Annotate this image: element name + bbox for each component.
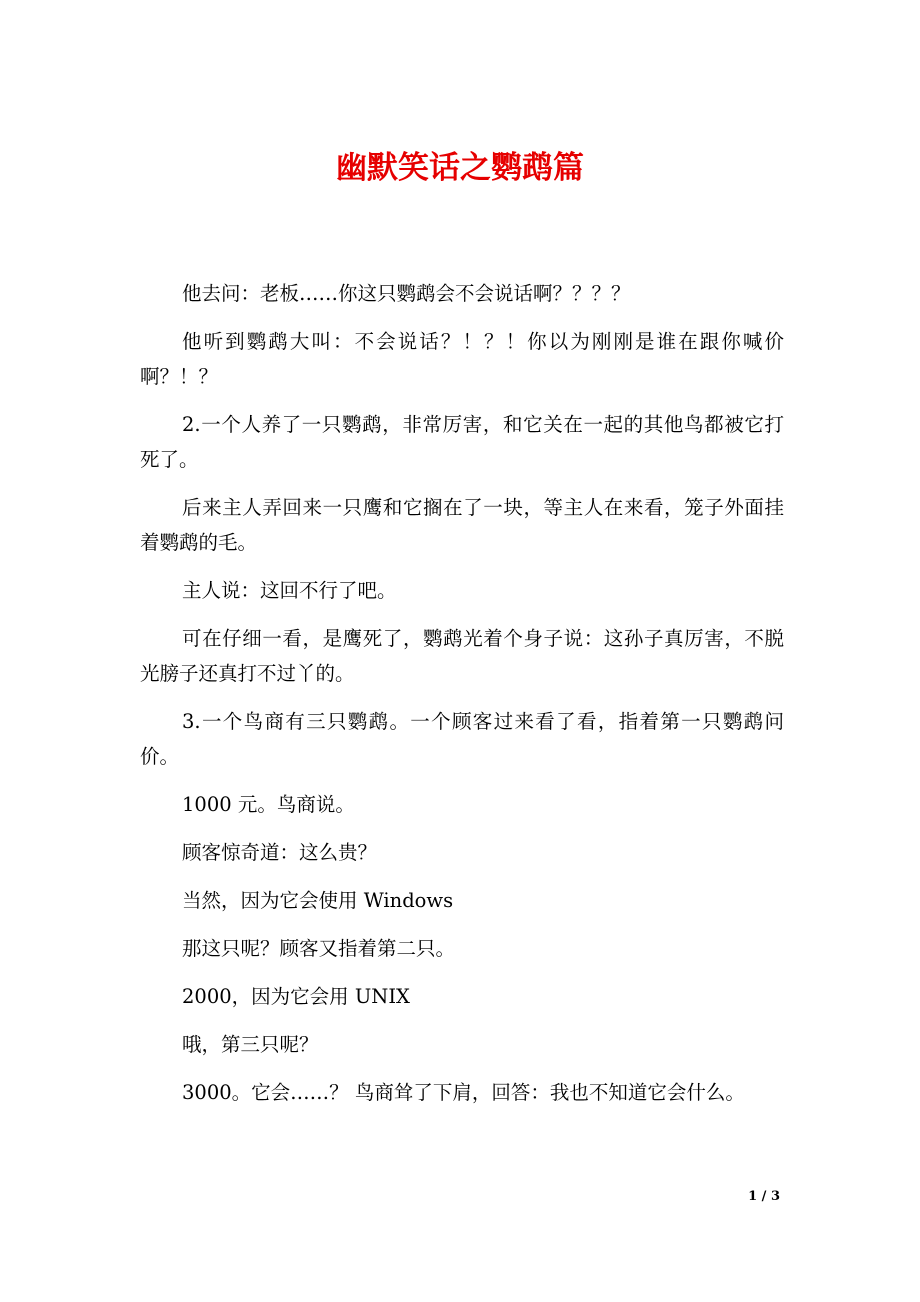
page-number: 1 / 3 — [748, 1189, 780, 1204]
paragraph-6: 可在仔细一看，是鹰死了，鹦鹉光着个身子说：这孙子真厉害，不脱光膀子还真打不过丫的。 — [140, 627, 784, 685]
document-body — [140, 276, 784, 1123]
paragraph-14: 3000。它会……？ 鸟商耸了下肩，回答：我也不知道它会什么。 — [182, 1081, 745, 1104]
paragraph-5: 主人说：这回不行了吧。 — [182, 579, 397, 602]
paragraph-10: 当然，因为它会使用 Windows — [182, 889, 454, 912]
paragraph-9: 顾客惊奇道：这么贵？ — [182, 841, 378, 864]
paragraph-7: 3.一个鸟商有三只鹦鹉。一个顾客过来看了看，指着第一只鹦鹉问价。 — [140, 710, 784, 768]
document-title: 幽默笑话之鹦鹉篇 — [336, 150, 584, 186]
paragraph-8: 1000 元。鸟商说。 — [182, 793, 355, 816]
paragraph-4: 后来主人弄回来一只鹰和它搁在了一块，等主人在来看，笼子外面挂着鹦鹉的毛。 — [140, 496, 784, 554]
paragraph-1: 他去问：老板……你这只鹦鹉会不会说话啊？？？？ — [182, 282, 631, 305]
paragraph-3: 2.一个人养了一只鹦鹉，非常厉害，和它关在一起的其他鸟都被它打死了。 — [140, 413, 784, 471]
paragraph-13: 哦，第三只呢？ — [182, 1033, 319, 1056]
paragraph-2: 他听到鹦鹉大叫：不会说话？！？！你以为刚刚是谁在跟你喊价啊？！？ — [140, 330, 784, 388]
paragraph-12: 2000，因为它会用 UNIX — [182, 985, 410, 1008]
paragraph-11: 那这只呢？顾客又指着第二只。 — [182, 937, 456, 960]
